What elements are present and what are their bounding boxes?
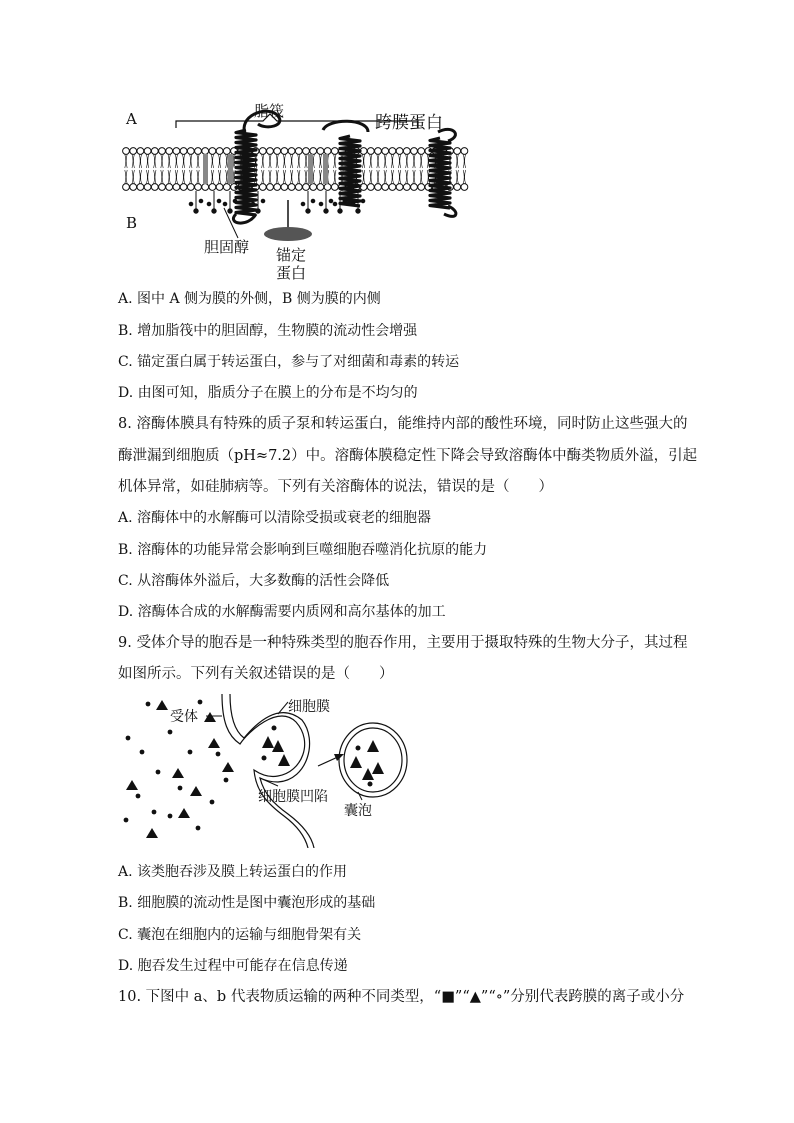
lipid-head xyxy=(461,184,468,191)
lipid-head xyxy=(331,184,338,191)
lipid-head xyxy=(202,184,209,191)
side-b-label: B xyxy=(126,214,138,232)
lipid-head xyxy=(411,148,418,155)
side-a-label: A xyxy=(126,110,137,128)
endocytosis-figure xyxy=(118,692,438,848)
lipid-head xyxy=(187,148,194,155)
q10-stem-line-1: 10. 下图中 a、b 代表物质运输的两种不同类型，“■”“▲”“∘”分别代表跨膜的离子或小分 xyxy=(118,989,685,1005)
q7-option-b: B. 增加脂筏中的胆固醇，生物膜的流动性会增强 xyxy=(118,323,418,339)
lipid-head xyxy=(209,184,216,191)
lipid-head xyxy=(130,184,137,191)
lipid-head xyxy=(137,148,144,155)
lipid-head xyxy=(281,184,288,191)
lipid-head xyxy=(195,148,202,155)
lipid-head xyxy=(310,148,317,155)
lipid-head xyxy=(130,148,137,155)
q9-option-c: C. 囊泡在细胞内的运输与细胞骨架有关 xyxy=(118,927,362,943)
lipid-head xyxy=(454,184,461,191)
lipid-head xyxy=(166,184,173,191)
lipid-head xyxy=(259,184,266,191)
lipid-head xyxy=(418,148,425,155)
endocytosis-diagram xyxy=(118,692,438,848)
lipid-head xyxy=(382,148,389,155)
lipid-head xyxy=(389,148,396,155)
lipid-head xyxy=(166,148,173,155)
lipid-head xyxy=(144,148,151,155)
q9-option-a: A. 该类胞吞涉及膜上转运蛋白的作用 xyxy=(118,864,348,880)
lipid-head xyxy=(324,148,331,155)
lipid-head xyxy=(396,184,403,191)
anchor-label-2: 蛋白 xyxy=(276,264,307,282)
lipid-head xyxy=(274,148,281,155)
lipid-head xyxy=(216,184,223,191)
q7-option-c: C. 锚定蛋白属于转运蛋白，参与了对细菌和毒素的转运 xyxy=(118,354,460,370)
lipid-head xyxy=(195,184,202,191)
q8-option-c: C. 从溶酶体外溢后，大多数酶的活性会降低 xyxy=(118,573,390,589)
lipid-head xyxy=(159,148,166,155)
lipid-head xyxy=(123,148,130,155)
lipid-head xyxy=(403,148,410,155)
lipid-head xyxy=(223,184,230,191)
q8-stem-line-1: 8. 溶酶体膜具有特殊的质子泵和转运蛋白，能维持内部的酸性环境，同时防止这些强大的 xyxy=(118,416,688,432)
lipid-head xyxy=(375,148,382,155)
q9-stem-line-1: 9. 受体介导的胞吞是一种特殊类型的胞吞作用，主要用于摄取特殊的生物大分子，其过程 xyxy=(118,635,688,651)
lipid-head xyxy=(303,184,310,191)
anchor-protein xyxy=(264,227,312,241)
lipid-head xyxy=(389,184,396,191)
receptor-label: 受体 xyxy=(170,709,198,725)
q8-stem-line-2: 酶泄漏到细胞质（pH≈7.2）中。溶酶体膜稳定性下降会导致溶酶体中酶类物质外溢，引起 xyxy=(118,448,698,464)
lipid-head xyxy=(223,148,230,155)
q8-option-d: D. 溶酶体合成的水解酶需要内质网和高尔基体的加工 xyxy=(118,604,446,620)
lipid-head xyxy=(303,148,310,155)
q9-stem-line-2: 如图所示。下列有关叙述错误的是（ ） xyxy=(118,666,394,682)
lipid-head xyxy=(173,184,180,191)
lipid-head xyxy=(317,184,324,191)
lipid-head xyxy=(461,148,468,155)
vesicle-label: 囊泡 xyxy=(344,803,372,819)
lipid-head xyxy=(454,148,461,155)
lipid-head xyxy=(367,148,374,155)
lipid-head xyxy=(396,148,403,155)
lipid-head xyxy=(403,184,410,191)
lipid-head xyxy=(418,184,425,191)
transmembrane-label: 跨膜蛋白 xyxy=(375,113,443,133)
lipid-head xyxy=(137,184,144,191)
lipid-head xyxy=(123,184,130,191)
raft-label: 脂筏 xyxy=(254,102,285,120)
lipid-head xyxy=(310,184,317,191)
lipid-head xyxy=(180,148,187,155)
membrane-figure xyxy=(118,96,478,282)
lipid-head xyxy=(267,148,274,155)
q7-option-a: A. 图中 A 侧为膜的外侧，B 侧为膜的内侧 xyxy=(118,291,381,307)
lipid-head xyxy=(151,148,158,155)
lipid-head xyxy=(324,184,331,191)
lipid-head xyxy=(288,184,295,191)
membrane-pit-label: 细胞膜凹陷 xyxy=(258,789,328,805)
q8-option-a: A. 溶酶体中的水解酶可以清除受损或衰老的细胞器 xyxy=(118,510,432,526)
lipid-head xyxy=(180,184,187,191)
q8-stem-line-3: 机体异常，如硅肺病等。下列有关溶酶体的说法，错误的是（ ） xyxy=(118,479,553,495)
lipid-head xyxy=(375,184,382,191)
lipid-head xyxy=(274,184,281,191)
lipid-head xyxy=(317,148,324,155)
q8-option-b: B. 溶酶体的功能异常会影响到巨噬细胞吞噬消化抗原的能力 xyxy=(118,542,488,558)
lipid-head xyxy=(411,184,418,191)
lipid-head xyxy=(295,148,302,155)
cell-membrane-label: 细胞膜 xyxy=(288,699,330,715)
lipid-head xyxy=(267,184,274,191)
lipid-head xyxy=(288,148,295,155)
lipid-head xyxy=(259,148,266,155)
lipid-head xyxy=(187,184,194,191)
lipid-head xyxy=(281,148,288,155)
lipid-head xyxy=(216,148,223,155)
protein-loop xyxy=(323,121,368,132)
cholesterol-shading xyxy=(203,154,328,184)
lipid-head xyxy=(151,184,158,191)
anchor-label-1: 锚定 xyxy=(276,246,307,264)
q9-option-d: D. 胞吞发生过程中可能存在信息传递 xyxy=(118,958,348,974)
cholesterol-label: 胆固醇 xyxy=(204,238,250,256)
lipid-head xyxy=(295,184,302,191)
lipid-head xyxy=(209,148,216,155)
lipid-head xyxy=(173,148,180,155)
q7-option-d: D. 由图可知，脂质分子在膜上的分布是不均匀的 xyxy=(118,385,418,401)
lipid-head xyxy=(331,148,338,155)
lipid-head xyxy=(144,184,151,191)
lipid-head xyxy=(159,184,166,191)
lipid-head xyxy=(202,148,209,155)
lipid-head xyxy=(382,184,389,191)
lipid-head xyxy=(367,184,374,191)
q9-option-b: B. 细胞膜的流动性是图中囊泡形成的基础 xyxy=(118,895,376,911)
